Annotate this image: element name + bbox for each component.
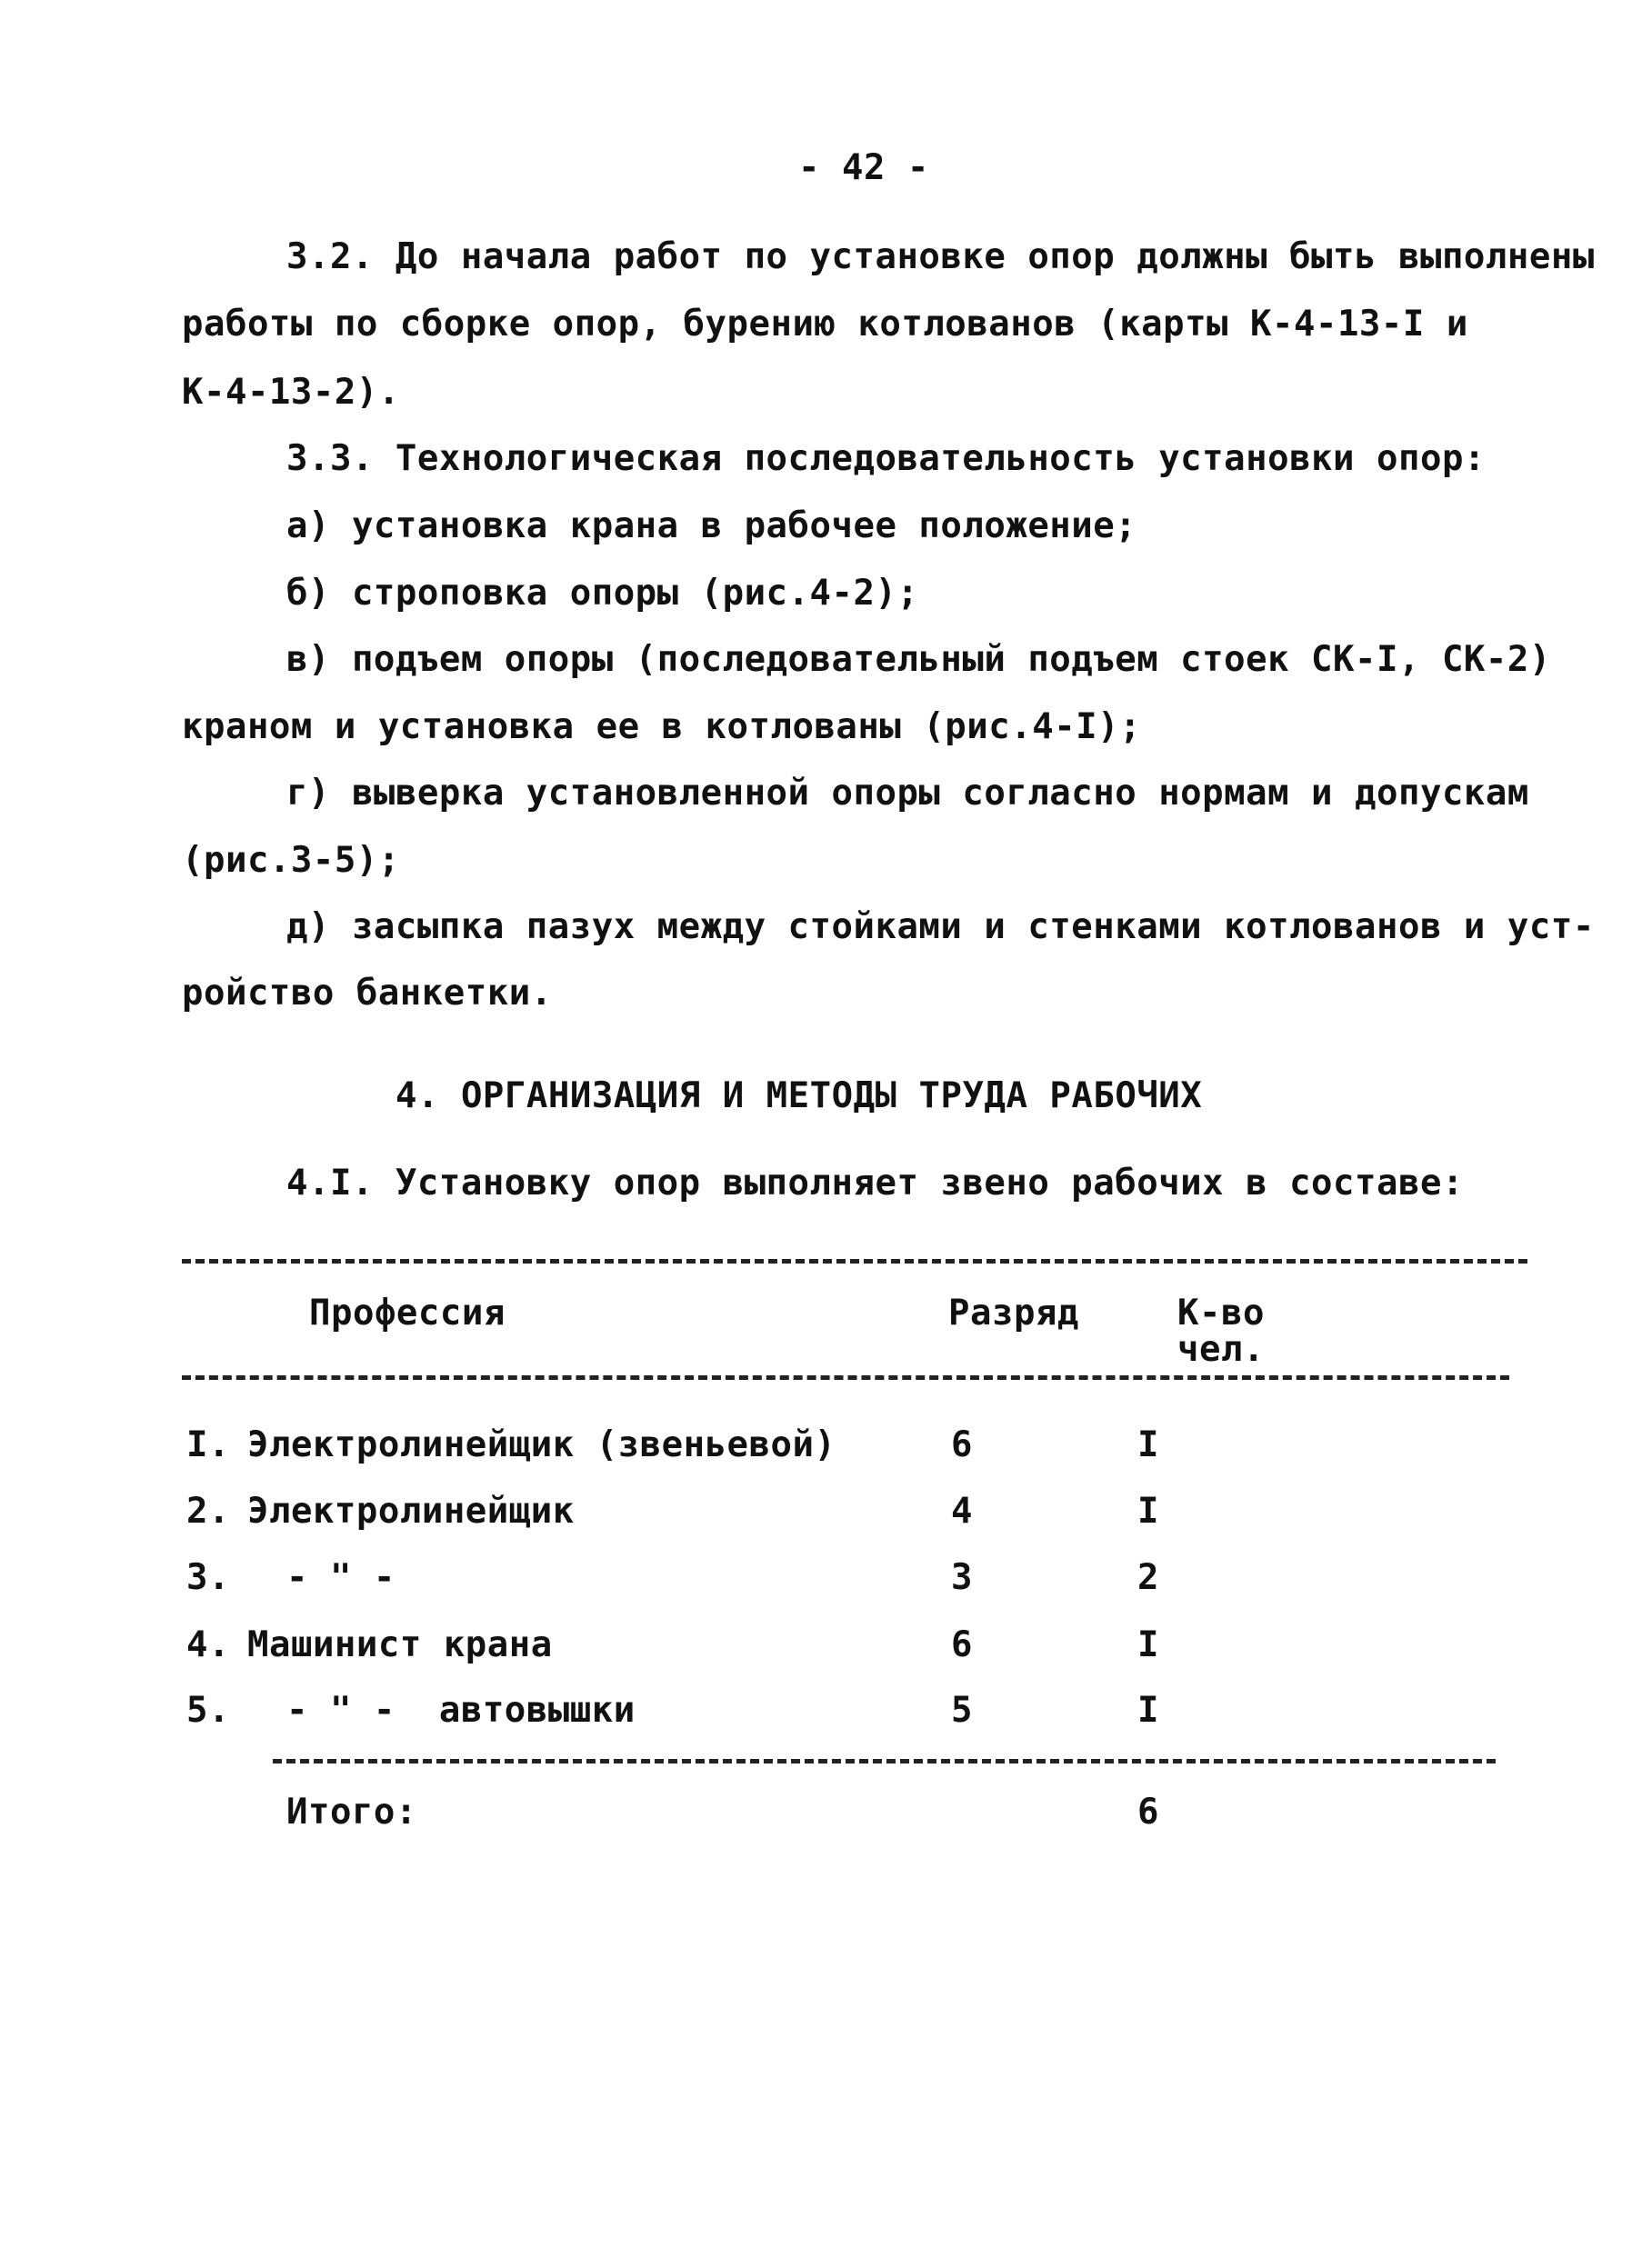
list-item-g-line-2: (рис.3-5); — [182, 840, 400, 881]
row-number: 3. — [186, 1557, 230, 1598]
row-number: 4. — [186, 1624, 230, 1665]
list-item-v-line-1: в) подъем опоры (последовательный подъем стоек СК-I, СК-2) — [286, 639, 1551, 680]
section-4-1-intro: 4.I. Установку опор выполняет звено рабочих в составе: — [286, 1163, 1464, 1204]
row-grade: 3 — [951, 1557, 973, 1598]
row-profession: - " - — [286, 1557, 395, 1598]
list-item-v-line-2: краном и установка ее в котлованы (рис.4-I); — [182, 706, 1142, 747]
row-count: 2 — [1137, 1557, 1159, 1598]
paragraph-3-2-line-2: работы по сборке опор, бурению котлованов (карты К-4-13-I и — [182, 304, 1468, 345]
page-number: - 42 - — [798, 147, 929, 188]
paragraph-3-2-line-3: К-4-13-2). — [182, 372, 400, 413]
row-count: I — [1137, 1624, 1159, 1665]
row-grade: 6 — [951, 1624, 973, 1665]
row-profession: Машинист крана — [247, 1624, 553, 1665]
row-number: I. — [186, 1424, 230, 1465]
row-grade: 4 — [951, 1491, 973, 1532]
row-profession: Электролинейщик (звеньевой) — [247, 1424, 836, 1465]
row-count: I — [1137, 1690, 1159, 1731]
list-item-d-line-2: ройство банкетки. — [182, 973, 553, 1014]
list-item-b: б) строповка опоры (рис.4-2); — [286, 573, 919, 614]
list-item-a: а) установка крана в рабочее положение; — [286, 505, 1137, 546]
table-top-rule — [182, 1259, 1527, 1264]
row-number: 5. — [186, 1690, 230, 1731]
paragraph-3-2-line-1: 3.2. До начала работ по установке опор должны быть выполнены — [286, 236, 1595, 277]
total-label: Итого: — [286, 1792, 417, 1833]
list-item-d-line-1: д) засыпка пазух между стойками и стенками котлованов и уст- — [286, 906, 1595, 947]
header-profession: Профессия — [309, 1293, 506, 1334]
row-count: I — [1137, 1491, 1159, 1532]
header-grade: Разряд — [948, 1293, 1079, 1334]
row-profession: Электролинейщик — [247, 1491, 575, 1532]
section-4-heading: 4. ОРГАНИЗАЦИЯ И МЕТОДЫ ТРУДА РАБОЧИХ — [395, 1075, 1203, 1116]
row-grade: 5 — [951, 1690, 973, 1731]
list-item-g-line-1: г) выверка установленной опоры согласно нормам и допускам — [286, 773, 1529, 814]
row-profession: - " - автовышки — [286, 1690, 636, 1731]
table-header-rule — [182, 1375, 1509, 1380]
row-count: I — [1137, 1424, 1159, 1465]
paragraph-3-3: 3.3. Технологическая последовательность установки опор: — [286, 438, 1486, 479]
header-count-line-2: чел. — [1177, 1329, 1265, 1370]
row-number: 2. — [186, 1491, 230, 1532]
row-grade: 6 — [951, 1424, 973, 1465]
table-bottom-rule — [273, 1759, 1496, 1763]
header-count-line-1: К-во — [1177, 1293, 1265, 1334]
total-value: 6 — [1137, 1792, 1159, 1833]
